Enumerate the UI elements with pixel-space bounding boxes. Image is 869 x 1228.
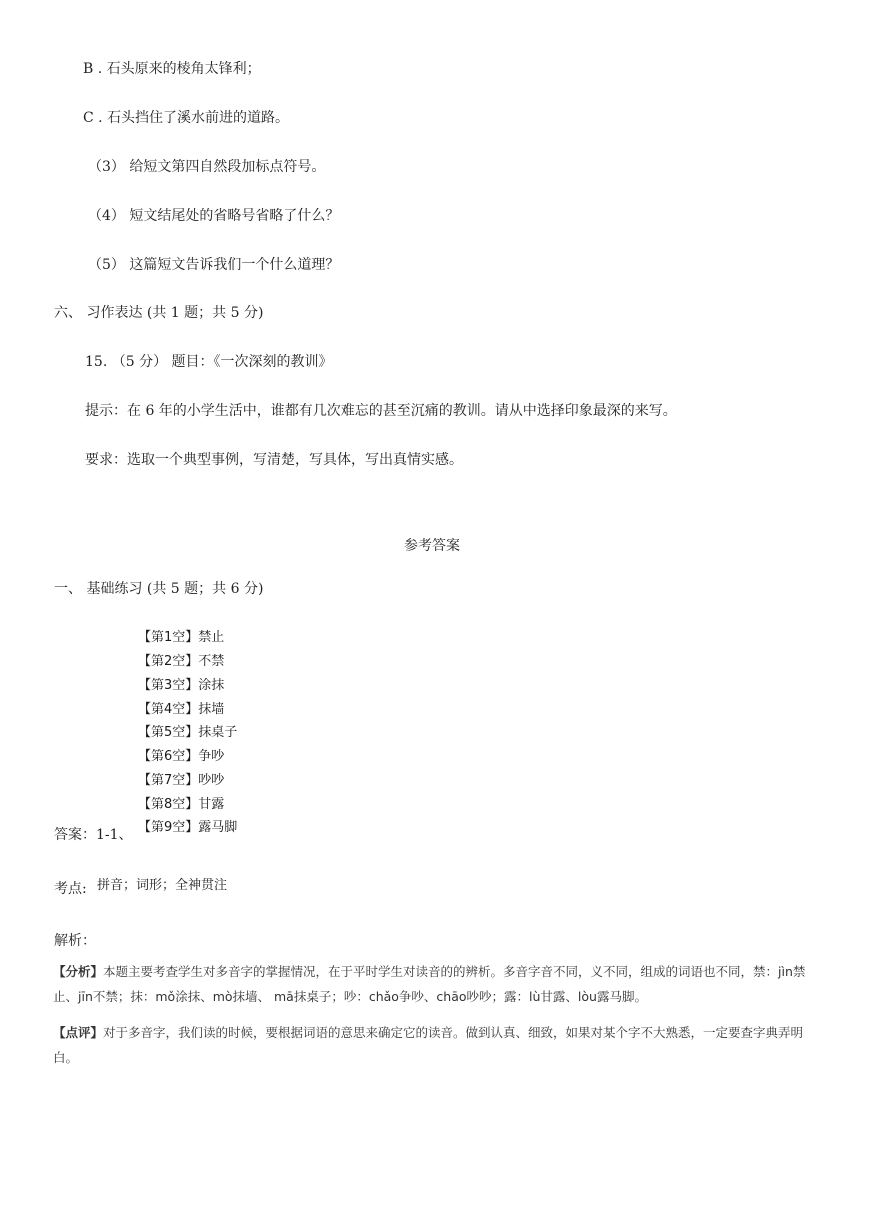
blank-answer: 【第5空】抹桌子 [138,725,238,740]
writing-requirement: 要求：选取一个典型事例，写清楚，写具体，写出真情实感。 [85,452,463,468]
blank-answer: 【第7空】吵吵 [138,773,225,788]
question-3: （3） 给短文第四自然段加标点符号。 [88,159,326,175]
analysis-text: 本题主要考查学生对多音字的掌握情况，在于平时学生对读音的的辨析。多音字音不同，义不同，组成的词语也不同，禁：jìn禁止、jīn不禁；抹：mǒ涂抹、mò抹墙、 mā抹桌子；吵：chǎo争吵、chāo吵吵；露：lù甘露、lòu露马脚。 [53,964,806,1004]
question-5: （5） 这篇短文告诉我们一个什么道理？ [88,257,340,273]
blank-answer: 【第9空】露马脚 [138,820,238,835]
blank-answer: 【第2空】不禁 [138,654,225,669]
comment-tag: 【点评】 [53,1025,104,1040]
analysis-tag: 【分析】 [53,964,104,979]
question-4: （4） 短文结尾处的省略号省略了什么？ [88,208,340,224]
comment-text: 对于多音字，我们读的时候，要根据词语的意思来确定它的读音。做到认真、细致，如果对某个字不大熟悉，一定要查字典弄明白。 [53,1025,804,1065]
blank-answer: 【第1空】禁止 [138,630,225,645]
blank-answer: 【第4空】抹墙 [138,702,225,717]
question-15: 15. （5 分） 题目：《一次深刻的教训》 [85,354,333,370]
writing-hint: 提示：在 6 年的小学生活中，谁都有几次难忘的甚至沉痛的教训。请从中选择印象最深的来写。 [85,403,677,419]
section-6-heading: 六、 习作表达 (共 1 题；共 5 分) [54,305,264,321]
comment-paragraph [53,1020,818,1070]
analysis-paragraph [53,959,818,1009]
option-c: C . 石头挡住了溪水前进的道路。 [83,110,290,126]
answers-section-1-heading: 一、 基础练习 (共 5 题；共 6 分) [54,581,264,597]
answer-label: 答案：1-1、 [54,827,133,843]
blank-answer: 【第3空】涂抹 [138,678,225,693]
blank-answer: 【第8空】甘露 [138,797,225,812]
blank-answer: 【第6空】争吵 [138,749,225,764]
option-b: B . 石头原来的棱角太锋利； [83,61,261,77]
kaodian-value: 拼音；词形；全神贯注 [97,878,228,893]
answers-title: 参考答案 [404,538,460,554]
kaodian-label: 考点: [54,881,87,897]
jiexi-label: 解析： [54,933,96,949]
